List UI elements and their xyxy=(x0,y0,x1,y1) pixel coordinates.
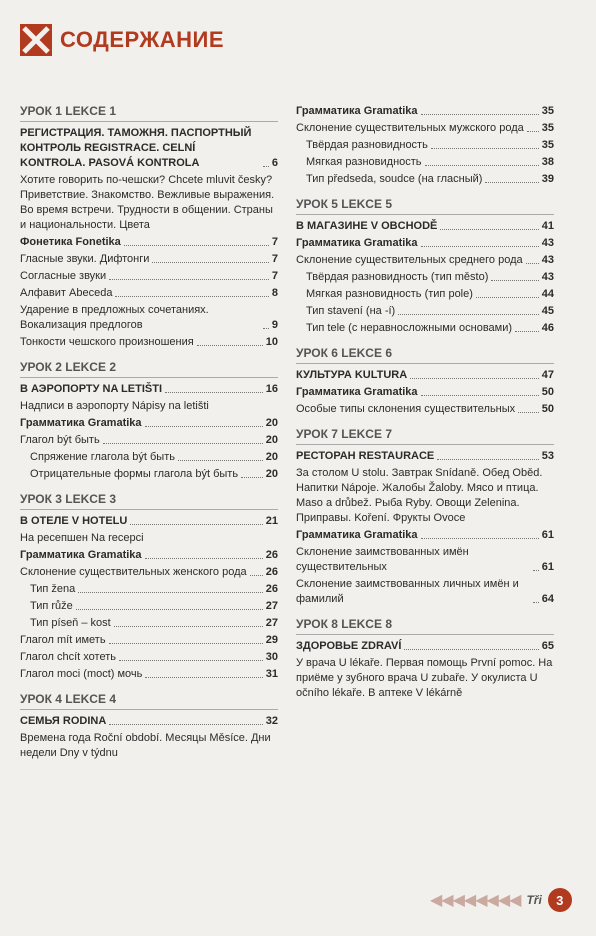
toc-entry[interactable] xyxy=(296,639,554,654)
entry-title: Грамматика Gramatika xyxy=(296,529,418,541)
dot-leader xyxy=(491,280,538,281)
toc-entry[interactable] xyxy=(20,303,278,333)
dot-leader xyxy=(431,148,539,149)
toc-entry[interactable] xyxy=(20,650,278,665)
dot-leader xyxy=(421,538,539,539)
toc-entry[interactable] xyxy=(20,714,278,729)
page-ref: 38 xyxy=(541,156,554,168)
entry-title: Тип žena xyxy=(30,583,76,595)
toc-entry[interactable] xyxy=(20,667,278,682)
entry-title: Тип růže xyxy=(30,600,73,612)
toc-entry[interactable] xyxy=(20,467,278,482)
dot-leader xyxy=(145,426,263,427)
page-title: СОДЕРЖАНИЕ xyxy=(60,27,225,52)
dot-leader xyxy=(404,649,538,650)
toc-entry[interactable] xyxy=(296,321,554,336)
dot-leader xyxy=(263,328,269,329)
toc-description: Хотите говорить по-чешски? Chcete mluvit česky? Приветствие. Знакомство. Вежливые выражения. Во время встречи. Трудности в общении. Страны и национальности. Цвета xyxy=(20,174,275,231)
entry-title: Тип stavení (на -í) xyxy=(306,305,396,317)
dot-leader xyxy=(421,246,539,247)
page-number: 3 xyxy=(548,888,572,912)
toc-entry[interactable] xyxy=(296,528,554,543)
entry-title: РЕГИСТРАЦИЯ. ТАМОЖНЯ. ПАСПОРТНЫЙ КОНТРОЛЬ REGISTRACE. CELNÍ KONTROLA. PASOVÁ KONTROLA xyxy=(20,127,252,169)
entry-title: ЗДОРОВЬЕ ZDRAVÍ xyxy=(296,640,402,652)
dot-leader xyxy=(250,575,263,576)
toc-entry[interactable] xyxy=(20,633,278,648)
page-ref: 26 xyxy=(265,566,278,578)
dot-leader xyxy=(440,229,538,230)
toc-entry[interactable] xyxy=(296,402,554,417)
page-ref: 35 xyxy=(541,122,554,134)
page-ref: 45 xyxy=(541,305,554,317)
entry-title: Алфавит Abeceda xyxy=(20,287,113,299)
page-ref: 35 xyxy=(541,105,554,117)
arrows-decoration-icon: ◀◀◀◀◀◀◀◀ xyxy=(430,892,521,909)
dot-leader xyxy=(241,477,263,478)
page-ref: 20 xyxy=(265,434,278,446)
toc-entry[interactable] xyxy=(20,450,278,465)
toc-unit xyxy=(20,492,278,682)
toc-entry[interactable] xyxy=(20,599,278,614)
entry-title: Особые типы склонения существительных xyxy=(296,403,516,415)
toc-entry[interactable] xyxy=(20,235,278,250)
page-footer xyxy=(430,888,572,912)
dot-leader xyxy=(165,392,263,393)
entry-title: В МАГАЗИНЕ V OBCHODĚ xyxy=(296,220,438,232)
toc-entry[interactable] xyxy=(296,545,554,575)
toc-entry[interactable] xyxy=(20,286,278,301)
toc-entry[interactable] xyxy=(296,304,554,319)
toc-entry[interactable] xyxy=(296,121,554,136)
entry-title: Ударение в предложных сочетаниях. Вокализация предлогов xyxy=(20,304,209,331)
x-cross-icon xyxy=(20,24,52,56)
entry-title: Спряжение глагола být быть xyxy=(30,451,175,463)
page-ref: 65 xyxy=(541,640,554,652)
toc-description: У врача U lékaře. Первая помощь První pomoc. На приёме у зубного врача U zubaře. У окулиста U očního lékaře. В аптеке V lékárně xyxy=(296,657,553,699)
dot-leader xyxy=(115,296,268,297)
toc-unit xyxy=(20,104,278,350)
page-ref: 43 xyxy=(541,237,554,249)
entry-title: Склонение существительных женского рода xyxy=(20,566,247,578)
dot-leader xyxy=(109,279,269,280)
entry-title: Согласные звуки xyxy=(20,270,107,282)
dot-leader xyxy=(421,395,539,396)
dot-leader xyxy=(410,378,539,379)
page-ref: 7 xyxy=(271,253,278,265)
entry-title: Склонение существительных среднего рода xyxy=(296,254,523,266)
page-ref: 20 xyxy=(265,468,278,480)
dot-leader xyxy=(533,602,539,603)
toc-entry[interactable] xyxy=(296,155,554,170)
dot-leader xyxy=(78,592,263,593)
toc-entry[interactable] xyxy=(20,335,278,350)
dot-leader xyxy=(114,626,263,627)
dot-leader xyxy=(533,570,539,571)
page-ref: 7 xyxy=(271,270,278,282)
dot-leader xyxy=(145,558,263,559)
toc-unit xyxy=(296,197,554,336)
dot-leader xyxy=(398,314,539,315)
toc-unit xyxy=(20,692,278,761)
toc-entry[interactable] xyxy=(296,138,554,153)
toc-entry[interactable] xyxy=(296,236,554,251)
page-ref: 43 xyxy=(541,271,554,283)
toc-entry[interactable] xyxy=(296,253,554,268)
entry-title: Глагол být быть xyxy=(20,434,100,446)
dot-leader xyxy=(526,263,539,264)
page-ref: 61 xyxy=(541,529,554,541)
entry-title: В АЭРОПОРТУ NA LETIŠTI xyxy=(20,383,162,395)
toc-entry[interactable] xyxy=(20,433,278,448)
page-ref: 7 xyxy=(271,236,278,248)
toc-entry[interactable] xyxy=(20,416,278,431)
toc-description: Времена года Roční období. Месяцы Měsíce. Дни недели Dny v týdnu xyxy=(20,732,271,759)
toc-entry[interactable] xyxy=(20,548,278,563)
dot-leader xyxy=(145,677,262,678)
toc-right-column xyxy=(296,104,554,711)
page-ref: 35 xyxy=(541,139,554,151)
toc-entry[interactable] xyxy=(296,219,554,234)
page-ref: 26 xyxy=(265,549,278,561)
page-ref: 20 xyxy=(265,417,278,429)
toc-left-column xyxy=(20,104,278,771)
toc-entry[interactable] xyxy=(20,514,278,529)
entry-title: Глагол mít иметь xyxy=(20,634,106,646)
page-ref: 32 xyxy=(265,715,278,727)
entry-title: Отрицательные формы глагола být быть xyxy=(30,468,239,480)
dot-leader xyxy=(124,245,269,246)
page-ref: 16 xyxy=(265,383,278,395)
toc-unit xyxy=(296,617,554,701)
entry-title: Гласные звуки. Дифтонги xyxy=(20,253,150,265)
page-word: Tři xyxy=(526,893,542,907)
toc-entry[interactable] xyxy=(296,104,554,119)
dot-leader xyxy=(476,297,539,298)
page-ref: 20 xyxy=(265,451,278,463)
toc-entry[interactable] xyxy=(296,172,554,187)
entry-title: Твёрдая разновидность xyxy=(306,139,428,151)
dot-leader xyxy=(527,131,539,132)
entry-title: Твёрдая разновидность (тип město) xyxy=(306,271,489,283)
entry-title: РЕСТОРАН RESTAURACE xyxy=(296,450,435,462)
entry-title: Грамматика Gramatika xyxy=(20,417,142,429)
entry-title: Тонкости чешского произношения xyxy=(20,336,194,348)
entry-title: Склонение существительных мужского рода xyxy=(296,122,524,134)
entry-title: Глагол moci (moct) мочь xyxy=(20,668,143,680)
unit-label: УРОК 3 LEKCE 3 xyxy=(20,492,278,510)
page-ref: 46 xyxy=(541,322,554,334)
unit-label: УРОК 6 LEKCE 6 xyxy=(296,346,554,364)
toc-entry[interactable] xyxy=(20,252,278,267)
dot-leader xyxy=(109,643,263,644)
toc-entry[interactable] xyxy=(20,616,278,631)
page-ref: 61 xyxy=(541,561,554,573)
page-ref: 27 xyxy=(265,600,278,612)
dot-leader xyxy=(197,345,263,346)
dot-leader xyxy=(76,609,263,610)
page-ref: 8 xyxy=(271,287,278,299)
entry-title: Мягкая разновидность (тип pole) xyxy=(306,288,473,300)
unit-label: УРОК 4 LEKCE 4 xyxy=(20,692,278,710)
page-ref: 50 xyxy=(541,386,554,398)
dot-leader xyxy=(425,165,539,166)
page-ref: 44 xyxy=(541,288,554,300)
dot-leader xyxy=(515,331,539,332)
toc-entry[interactable] xyxy=(296,287,554,302)
unit-label: УРОК 5 LEKCE 5 xyxy=(296,197,554,215)
toc-description: Надписи в аэропорту Nápisy na letišti xyxy=(20,400,209,412)
toc-unit xyxy=(296,427,554,607)
page-ref: 26 xyxy=(265,583,278,595)
page-ref: 64 xyxy=(541,593,554,605)
dot-leader xyxy=(263,166,269,167)
entry-title: Фонетика Fonetika xyxy=(20,236,121,248)
dot-leader xyxy=(119,660,263,661)
page-ref: 10 xyxy=(265,336,278,348)
entry-title: Глагол chcít хотеть xyxy=(20,651,116,663)
unit-label: УРОК 7 LEKCE 7 xyxy=(296,427,554,445)
dot-leader xyxy=(437,459,539,460)
toc-entry[interactable] xyxy=(20,269,278,284)
toc-entry[interactable] xyxy=(20,582,278,597)
toc-entry[interactable] xyxy=(296,385,554,400)
entry-title: СЕМЬЯ RODINA xyxy=(20,715,107,727)
toc-entry[interactable] xyxy=(296,577,554,607)
entry-title: Тип píseň – kost xyxy=(30,617,111,629)
toc-entry[interactable] xyxy=(296,270,554,285)
toc-entry[interactable] xyxy=(20,126,278,171)
toc-description: За столом U stolu. Завтрак Snídaně. Обед Oběd. Напитки Nápoje. Жалобы Žaloby. Мясо и птица. Maso a drůbež. Рыба Ryby. Овощи Zelenina. Приправы. Koření. Фрукты Ovoce xyxy=(296,467,543,524)
page-ref: 21 xyxy=(265,515,278,527)
unit-label: УРОК 2 LEKCE 2 xyxy=(20,360,278,378)
entry-title: Грамматика Gramatika xyxy=(296,105,418,117)
page-ref: 9 xyxy=(271,319,278,331)
page-ref: 6 xyxy=(271,157,278,169)
toc-description: На ресепшен Na recepci xyxy=(20,532,144,544)
entry-title: КУЛЬТУРА KULTURA xyxy=(296,369,408,381)
toc-unit xyxy=(296,104,554,187)
page-ref: 30 xyxy=(265,651,278,663)
toc-entry[interactable] xyxy=(296,368,554,383)
page-ref: 43 xyxy=(541,254,554,266)
entry-title: Грамматика Gramatika xyxy=(296,237,418,249)
dot-leader xyxy=(130,524,262,525)
entry-title: Грамматика Gramatika xyxy=(296,386,418,398)
entry-title: Тип tele (с неравносложными основами) xyxy=(306,322,513,334)
toc-unit xyxy=(20,360,278,482)
page-ref: 39 xyxy=(541,173,554,185)
toc-entry[interactable] xyxy=(20,382,278,397)
page-header xyxy=(20,24,224,56)
dot-leader xyxy=(103,443,263,444)
unit-label: УРОК 8 LEKCE 8 xyxy=(296,617,554,635)
page-ref: 29 xyxy=(265,634,278,646)
entry-title: Склонение заимствованных личных имён и фамилий xyxy=(296,578,519,605)
dot-leader xyxy=(178,460,263,461)
dot-leader xyxy=(518,412,539,413)
page-ref: 50 xyxy=(541,403,554,415)
dot-leader xyxy=(109,724,262,725)
entry-title: Тип předseda, soudce (на гласный) xyxy=(306,173,483,185)
page-ref: 53 xyxy=(541,450,554,462)
toc-unit xyxy=(296,346,554,417)
unit-label: УРОК 1 LEKCE 1 xyxy=(20,104,278,122)
entry-title: В ОТЕЛЕ V HOTELU xyxy=(20,515,128,527)
entry-title: Грамматика Gramatika xyxy=(20,549,142,561)
toc-entry[interactable] xyxy=(20,565,278,580)
dot-leader xyxy=(485,182,538,183)
dot-leader xyxy=(152,262,268,263)
page-ref: 47 xyxy=(541,369,554,381)
page-ref: 41 xyxy=(541,220,554,232)
page-ref: 27 xyxy=(265,617,278,629)
entry-title: Склонение заимствованных имён существительных xyxy=(296,546,469,573)
toc-entry[interactable] xyxy=(296,449,554,464)
page-ref: 31 xyxy=(265,668,278,680)
dot-leader xyxy=(421,114,539,115)
entry-title: Мягкая разновидность xyxy=(306,156,422,168)
